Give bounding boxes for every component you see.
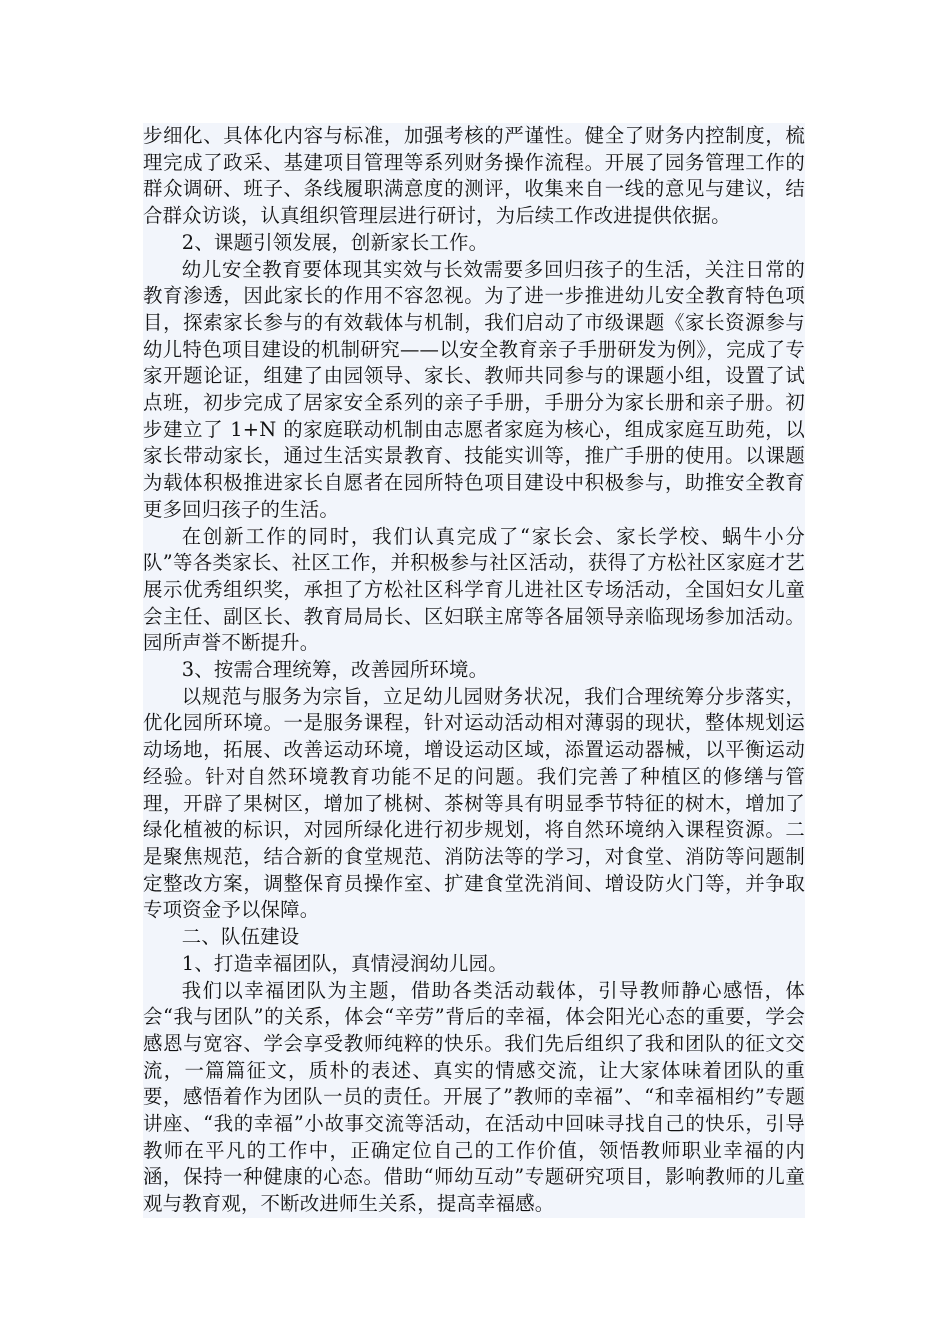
paragraph: 我们以幸福团队为主题，借助各类活动载体，引导教师静心感悟，体会“我与团队”的关系，体会“辛劳”背后的幸福，体会阳光心态的重要，学会感恩与宽容、学会享受教师纯粹的快乐。我们先后组织了我和团队的征文交流，一篇篇征文，质朴的表述、真实的情感交流，让大家体味着团队的重要，感悟着作为团队一员的责任。开展了”教师的幸福”、“和幸福相约”专题讲座、“我的幸福”小故事交流等活动，在活动中回味寻找自己的快乐，引导教师在平凡的工作中，正确定位自己的工作价值，领悟教师职业幸福的内涵，保持一种健康的心态。借助“师幼互动”专题研究项目，影响教师的儿童观与教育观，不断改进师生关系，提高幸福感。 xyxy=(143,978,805,1216)
section-heading: 二、队伍建设 xyxy=(181,925,300,949)
paragraph: 步细化、具体化内容与标准，加强考核的严谨性。健全了财务内控制度，梳理完成了政采、基建项目管理等系列财务操作流程。开展了园务管理工作的群众调研、班子、条线履职满意度的测评，收集来自一线的意见与建议，结合群众访谈，认真组织管理层进行研讨，为后续工作改进提供依据。 xyxy=(143,124,805,228)
paragraph: 幼儿安全教育要体现其实效与长效需要多回归孩子的生活，关注日常的教育渗透，因此家长的作用不容忽视。为了进一步推进幼儿安全教育特色项目，探索家长参与的有效载体与机制，我们启动了市级课题《家长资源参与幼儿特色项目建设的机制研究——以安全教育亲子手册研发为例》，完成了专家开题论证，组建了由园领导、家长、教师共同参与的课题小组，设置了试点班，初步完成了居家安全系列的亲子手册，手册分为家长册和亲子册。初步建立了 1+N 的家庭联动机制由志愿者家庭为核心，组成家庭互助苑，以家长带动家长，通过生活实景教育、技能实训等，推广手册的使用。以课题为载体积极推进家长自愿者在园所特色项目建设中积极参与，助推安全教育更多回归孩子的生活。 xyxy=(143,257,805,521)
paragraph: 1、打造幸福团队，真情浸润幼儿园。 xyxy=(181,951,508,975)
paragraph: 以规范与服务为宗旨，立足幼儿园财务状况，我们合理统筹分步落实，优化园所环境。一是服务课程，针对运动活动相对薄弱的现状，整体规划运动场地，拓展、改善运动环境，增设运动区域，添置运动器械，以平衡运动经验。针对自然环境教育功能不足的问题。我们完善了种植区的修缮与管理，开辟了果树区，增加了桃树、茶树等具有明显季节特征的树木，增加了绿化植被的标识，对园所绿化进行初步规划，将自然环境纳入课程资源。二是聚焦规范，结合新的食堂规范、消防法等的学习，对食堂、消防等问题制定整改方案，调整保育员操作室、扩建食堂洗消间、增设防火门等，并争取专项资金予以保障。 xyxy=(143,684,805,922)
paragraph: 3、按需合理统筹，改善园所环境。 xyxy=(181,658,489,682)
paragraph: 在创新工作的同时，我们认真完成了“家长会、家长学校、蜗牛小分队”等各类家长、社区工作，并积极参与社区活动，获得了方松社区家庭才艺展示优秀组织奖，承担了方松社区科学育儿进社区专场活动，全国妇女儿童会主任、副区长、教育局局长、区妇联主席等各届领导亲临现场参加活动。园所声誉不断提升。 xyxy=(143,524,805,655)
document-body xyxy=(143,123,805,1218)
paragraph: 2、课题引领发展，创新家长工作。 xyxy=(181,230,489,254)
